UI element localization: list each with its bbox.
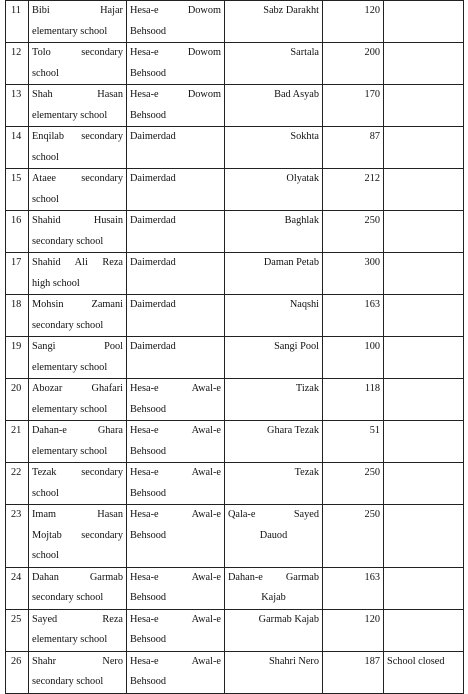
table-row: [6, 337, 464, 379]
row-number-cell: 11: [6, 1, 29, 43]
row-number-cell: 25: [6, 609, 29, 651]
district-cell: [127, 421, 225, 463]
district-cell: [127, 379, 225, 421]
row-number-cell: 24: [6, 567, 29, 609]
school-name-cell: [29, 609, 127, 651]
table-row: [6, 253, 464, 295]
students-cell: 87: [323, 127, 384, 169]
district-line: Hesa-e Awal-e: [130, 655, 221, 667]
remark-cell: [384, 253, 464, 295]
remark-cell: [384, 127, 464, 169]
village-line: Garmab Kajab: [258, 613, 319, 625]
row-number-cell: 21: [6, 421, 29, 463]
remark-cell: [384, 463, 464, 505]
village-cell: [225, 421, 323, 463]
district-line: Behsood: [130, 109, 167, 121]
school-line: elementary school: [32, 634, 108, 645]
school-line: elementary school: [32, 445, 108, 457]
school-name-cell: [29, 567, 127, 609]
village-cell: [225, 567, 323, 609]
school-line: Dahan Garmab: [32, 571, 123, 583]
village-cell: [225, 85, 323, 127]
students-cell: 212: [323, 169, 384, 211]
district-cell: [127, 337, 225, 379]
school-line: elementary school: [32, 25, 108, 37]
school-line: Ataee secondary: [32, 173, 123, 184]
district-line: Hesa-e Awal-e: [130, 613, 221, 625]
district-line: Hesa-e Dowom: [130, 47, 221, 58]
district-line: Daimerdad: [130, 215, 176, 226]
students-cell: 170: [323, 85, 384, 127]
school-line: Bibi Hajar: [32, 5, 123, 16]
village-line: Kajab: [261, 592, 286, 603]
remark-cell: [384, 505, 464, 568]
school-line: Shahr Nero: [32, 655, 123, 667]
district-cell: [127, 295, 225, 337]
table-row: [6, 43, 464, 85]
village-cell: [225, 1, 323, 43]
school-line: school: [32, 487, 59, 499]
school-line: secondary school: [32, 319, 104, 331]
district-cell: [127, 211, 225, 253]
school-line: Shahid Husain: [32, 215, 123, 226]
school-name-cell: [29, 379, 127, 421]
school-line: elementary school: [32, 109, 108, 121]
table-row: [6, 567, 464, 609]
district-cell: [127, 43, 225, 85]
students-cell: 163: [323, 567, 384, 609]
village-line: Sangi Pool: [274, 341, 319, 352]
row-number-cell: 20: [6, 379, 29, 421]
table-row: [6, 211, 464, 253]
village-line: Dauod: [259, 529, 288, 541]
students-cell: 118: [323, 379, 384, 421]
school-line: Dahan-e Ghara: [32, 425, 123, 436]
school-line: Mohsin Zamani: [32, 299, 123, 310]
school-line: Shah Hasan: [32, 89, 123, 100]
school-line: Shahid Ali Reza: [32, 257, 123, 268]
students-cell: 187: [323, 651, 384, 693]
school-line: school: [32, 151, 59, 163]
row-number-cell: 12: [6, 43, 29, 85]
school-line: school: [32, 193, 59, 205]
village-line: Naqshi: [289, 299, 319, 310]
students-cell: 120: [323, 1, 384, 43]
district-cell: [127, 169, 225, 211]
school-name-cell: [29, 337, 127, 379]
school-line: Sangi Pool: [32, 341, 123, 352]
school-line: elementary school: [32, 403, 108, 415]
school-line: secondary school: [32, 592, 104, 603]
district-cell: [127, 505, 225, 568]
village-line: Sabz Darakht: [263, 5, 319, 16]
district-cell: [127, 253, 225, 295]
table-row: [6, 85, 464, 127]
district-line: Hesa-e Awal-e: [130, 383, 221, 394]
district-line: Behsood: [130, 487, 167, 499]
district-cell: [127, 127, 225, 169]
school-line: school: [32, 67, 59, 79]
school-line: Tezak secondary: [32, 467, 123, 478]
students-cell: 120: [323, 609, 384, 651]
remark-cell: [384, 85, 464, 127]
district-line: Hesa-e Dowom: [130, 89, 221, 100]
remark-cell: [384, 169, 464, 211]
village-line: Daman Petab: [263, 257, 319, 268]
table-row: [6, 609, 464, 651]
students-cell: 250: [323, 505, 384, 568]
school-line: secondary school: [32, 676, 104, 687]
schools-table-page: [5, 0, 463, 694]
school-name-cell: [29, 1, 127, 43]
remark-cell: [384, 295, 464, 337]
row-number-cell: 16: [6, 211, 29, 253]
row-number-cell: 15: [6, 169, 29, 211]
remark-cell: [384, 567, 464, 609]
school-line: Imam Hasan: [32, 509, 123, 520]
village-line: Olyatak: [286, 173, 319, 184]
village-line: Tezak: [294, 467, 319, 478]
village-line: Sartala: [290, 47, 319, 58]
district-line: Behsood: [130, 403, 167, 415]
village-cell: [225, 337, 323, 379]
district-line: Hesa-e Awal-e: [130, 467, 221, 478]
district-line: Behsood: [130, 529, 167, 541]
remark-cell: School closed: [384, 651, 464, 693]
students-cell: 51: [323, 421, 384, 463]
remark-cell: [384, 211, 464, 253]
village-cell: [225, 169, 323, 211]
district-line: Daimerdad: [130, 131, 176, 142]
school-line: Enqilab secondary: [32, 131, 123, 142]
students-cell: 200: [323, 43, 384, 85]
table-row: [6, 1, 464, 43]
district-line: Hesa-e Dowom: [130, 5, 221, 16]
village-cell: [225, 609, 323, 651]
district-line: Daimerdad: [130, 173, 176, 184]
row-number-cell: 17: [6, 253, 29, 295]
district-line: Hesa-e Awal-e: [130, 571, 221, 583]
district-cell: [127, 1, 225, 43]
school-name-cell: [29, 127, 127, 169]
district-line: Behsood: [130, 634, 167, 645]
village-cell: [225, 295, 323, 337]
village-line: Sokhta: [290, 131, 319, 142]
district-cell: [127, 463, 225, 505]
students-cell: 163: [323, 295, 384, 337]
students-cell: 250: [323, 463, 384, 505]
school-name-cell: [29, 85, 127, 127]
village-line: Tizak: [295, 383, 319, 394]
school-name-cell: [29, 43, 127, 85]
village-line: Ghara Tezak: [267, 425, 319, 436]
school-line: Abozar Ghafari: [32, 383, 123, 394]
school-line: elementary school: [32, 361, 108, 373]
village-line: Baghlak: [284, 215, 319, 226]
village-cell: [225, 505, 323, 568]
school-line: high school: [32, 277, 80, 289]
village-cell: [225, 463, 323, 505]
row-number-cell: 22: [6, 463, 29, 505]
table-row: [6, 505, 464, 568]
village-line: Qala-e Sayed: [228, 509, 319, 520]
village-cell: [225, 127, 323, 169]
table-row: [6, 421, 464, 463]
district-line: Behsood: [130, 25, 167, 37]
table-row: [6, 169, 464, 211]
remark-cell: [384, 421, 464, 463]
district-cell: [127, 85, 225, 127]
district-line: Behsood: [130, 676, 167, 687]
school-line: Sayed Reza: [32, 613, 123, 625]
students-cell: 250: [323, 211, 384, 253]
school-name-cell: [29, 505, 127, 568]
district-cell: [127, 567, 225, 609]
school-name-cell: [29, 463, 127, 505]
village-line: Shahri Nero: [268, 655, 319, 667]
table-row: [6, 463, 464, 505]
school-name-cell: [29, 421, 127, 463]
school-name-cell: [29, 169, 127, 211]
district-line: Hesa-e Awal-e: [130, 509, 221, 520]
schools-table: [5, 0, 464, 694]
district-line: Daimerdad: [130, 257, 176, 268]
table-row: [6, 379, 464, 421]
district-line: Daimerdad: [130, 299, 176, 310]
table-row: [6, 127, 464, 169]
table-row: [6, 295, 464, 337]
row-number-cell: 23: [6, 505, 29, 568]
row-number-cell: 18: [6, 295, 29, 337]
school-line: Tolo secondary: [32, 47, 123, 58]
district-line: Daimerdad: [130, 341, 176, 352]
village-cell: [225, 43, 323, 85]
district-cell: [127, 609, 225, 651]
village-cell: [225, 253, 323, 295]
row-number-cell: 14: [6, 127, 29, 169]
students-cell: 100: [323, 337, 384, 379]
schools-table-body: [6, 1, 464, 694]
district-line: Behsood: [130, 67, 167, 79]
row-number-cell: 26: [6, 651, 29, 693]
school-name-cell: [29, 295, 127, 337]
school-line: Mojtab secondary: [32, 529, 123, 541]
village-cell: [225, 211, 323, 253]
remark-cell: [384, 337, 464, 379]
district-line: Hesa-e Awal-e: [130, 425, 221, 436]
school-name-cell: [29, 253, 127, 295]
village-line: Dahan-e Garmab: [228, 571, 319, 583]
village-cell: [225, 379, 323, 421]
row-number-cell: 19: [6, 337, 29, 379]
district-line: Behsood: [130, 592, 167, 603]
district-line: Behsood: [130, 445, 167, 457]
remark-cell: [384, 379, 464, 421]
school-line: school: [32, 550, 59, 561]
remark-cell: [384, 43, 464, 85]
school-name-cell: [29, 211, 127, 253]
village-line: Bad Asyab: [274, 89, 319, 100]
remark-cell: [384, 1, 464, 43]
students-cell: 300: [323, 253, 384, 295]
row-number-cell: 13: [6, 85, 29, 127]
school-line: secondary school: [32, 235, 104, 247]
remark-cell: [384, 609, 464, 651]
